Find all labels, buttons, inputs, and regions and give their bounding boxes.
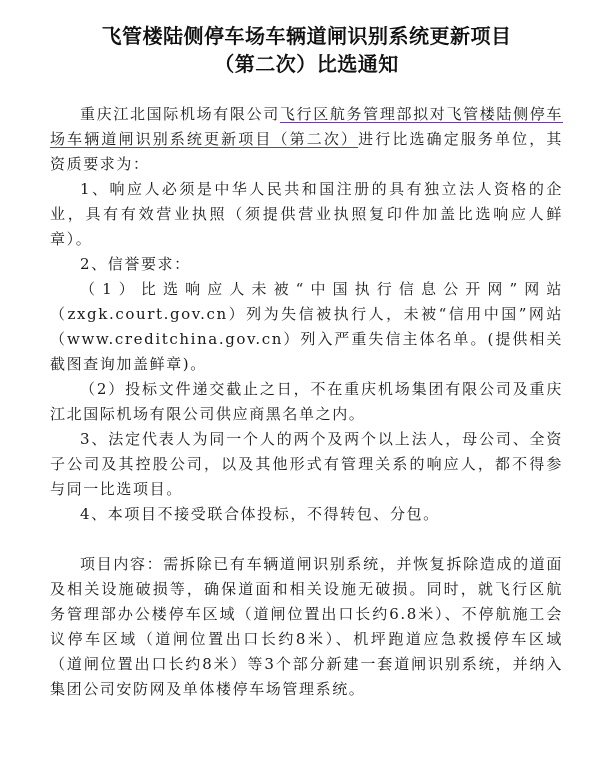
section-gap: [50, 527, 563, 552]
project-content-paragraph: 项目内容：需拆除已有车辆道闸识别系统，并恢复拆除造成的道面及相关设施破损等，确保道面和相关设施无破损。同时，就飞行区航务管理部办公楼停车区域（道闸位置出口长约6.8米）、不停航施工会议停车区域（道闸位置出口长约8米）、机坪跑道应急救援停车区域（道闸位置出口长约8米）等3个部分新建一套道闸识别系统，并纳入集团公司安防网及单体楼停车场管理系统。: [50, 555, 563, 698]
page-title: [50, 22, 563, 78]
requirement-item-2: 2、信誉要求：: [80, 255, 191, 273]
requirement-item-3: 3、法定代表人为同一个人的两个及两个以上法人，母公司、全资子公司及其控股公司，以及其他形式有管理关系的响应人，都不得参与同一比选项目。: [50, 430, 563, 498]
intro-suffix: 进行比选确定服务单位，其资质要求为：: [50, 130, 563, 173]
requirement-item-2-1: （1）比选响应人未被“中国执行信息公开网”网站（zxgk.court.gov.cn）列为失信被执行人，未被“信用中国”网站（www.creditchina.gov.cn）列入严重失信主体名单。(提供相关截图查询加盖鲜章)。: [50, 280, 563, 373]
requirement-item-1: 1、响应人必须是中华人民共和国注册的具有独立法人资格的企业，具有有效营业执照（须提供营业执照复印件加盖比选响应人鲜章）。: [50, 180, 563, 248]
intro-prefix: 重庆江北国际机场有限公司: [80, 105, 280, 123]
title-line-2: （第二次）比选通知: [214, 52, 399, 76]
requirement-item-2-2: （2）投标文件递交截止之日，不在重庆机场集团有限公司及重庆江北国际机场有限公司供应商黑名单之内。: [50, 380, 563, 423]
title-line-1: 飞管楼陆侧停车场车辆道闸识别系统更新项目: [101, 24, 512, 48]
intro-underlined-text: 飞行区航务管理部拟对飞管楼陆侧停车场车辆道闸识别系统更新项目（第二次）: [50, 105, 564, 148]
requirement-item-4: 4、本项目不接受联合体投标，不得转包、分包。: [80, 505, 440, 523]
intro-paragraph: [50, 102, 563, 177]
